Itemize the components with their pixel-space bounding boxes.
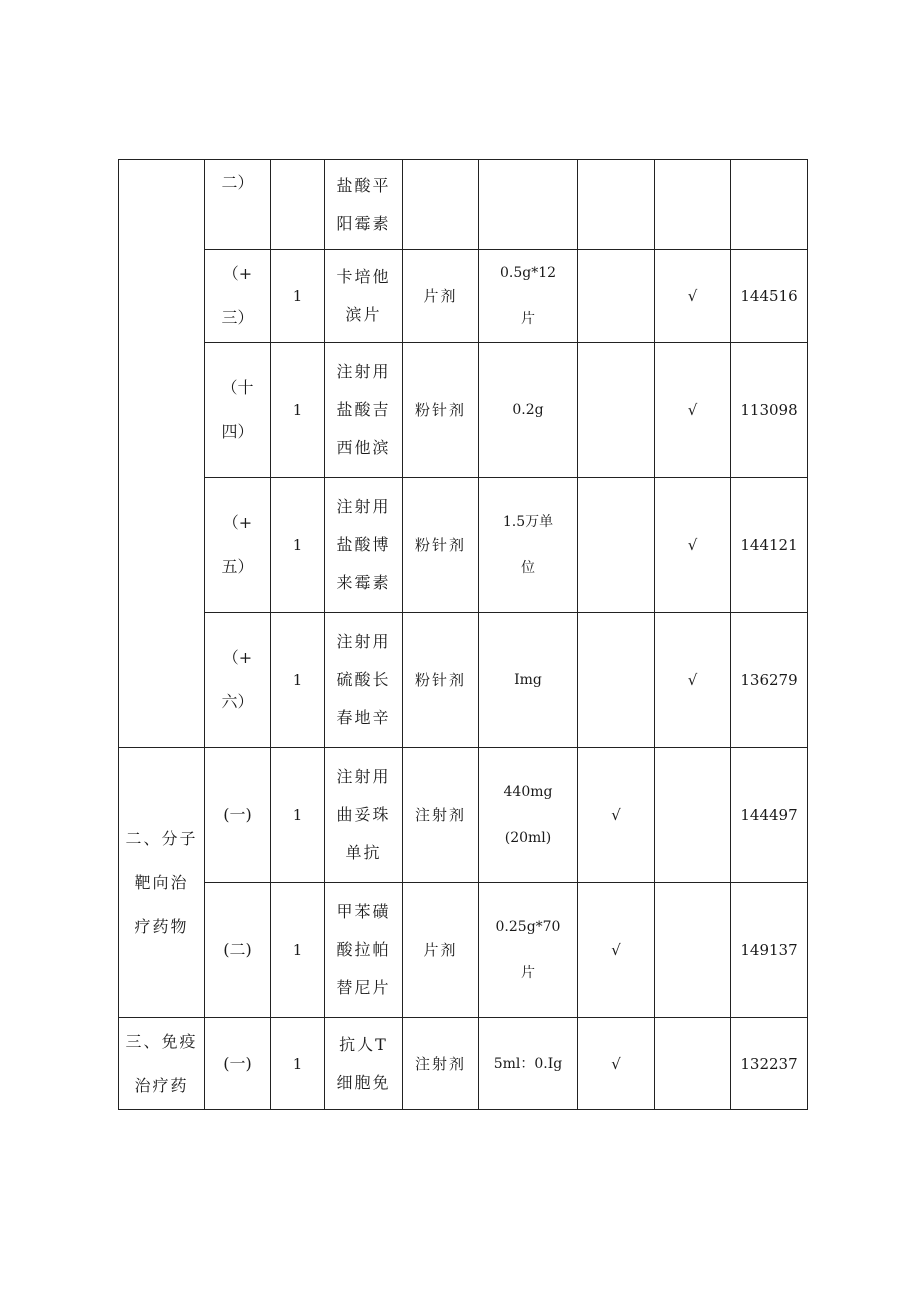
check-a-cell: √ (578, 883, 655, 1018)
name-cell: 注射用 盐酸吉 西他滨 (325, 343, 403, 478)
sub-cell: (一) (205, 748, 271, 883)
qty-cell: 1 (271, 883, 325, 1018)
name-cell: 抗人T 细胞免 (325, 1018, 403, 1110)
check-a-cell: √ (578, 748, 655, 883)
code-cell: 136279 (731, 613, 808, 748)
check-b-cell: √ (655, 613, 731, 748)
check-a-cell: √ (578, 1018, 655, 1110)
check-a-cell (578, 250, 655, 343)
form-cell: 片剂 (403, 883, 479, 1018)
spec-cell: 0.5g*12 片 (479, 250, 578, 343)
sub-cell: （十 四） (205, 343, 271, 478)
table-row (119, 160, 808, 250)
code-cell: 113098 (731, 343, 808, 478)
spec-cell: 5ml：0.Ig (479, 1018, 578, 1110)
check-a-cell (578, 160, 655, 250)
sub-cell: 二） (205, 160, 271, 250)
name-cell: 注射用 曲妥珠 单抗 (325, 748, 403, 883)
check-b-cell: √ (655, 478, 731, 613)
qty-cell: 1 (271, 478, 325, 613)
qty-cell: 1 (271, 748, 325, 883)
code-cell (731, 160, 808, 250)
table-row (119, 250, 808, 343)
sub-cell: (二) (205, 883, 271, 1018)
check-a-cell (578, 613, 655, 748)
category-cell: 二、分子 靶向治 疗药物 (119, 748, 205, 1018)
check-b-cell: √ (655, 343, 731, 478)
check-b-cell (655, 160, 731, 250)
name-cell: 盐酸平 阳霉素 (325, 160, 403, 250)
code-cell: 132237 (731, 1018, 808, 1110)
qty-cell: 1 (271, 250, 325, 343)
table-row (119, 343, 808, 478)
check-a-cell (578, 478, 655, 613)
spec-cell: 0.2g (479, 343, 578, 478)
qty-cell: 1 (271, 613, 325, 748)
qty-cell: 1 (271, 343, 325, 478)
check-b-cell: √ (655, 250, 731, 343)
name-cell: 注射用 硫酸长 春地辛 (325, 613, 403, 748)
code-cell: 144516 (731, 250, 808, 343)
name-cell: 卡培他 滨片 (325, 250, 403, 343)
form-cell: 粉针剂 (403, 613, 479, 748)
sub-cell: （+ 三） (205, 250, 271, 343)
sub-cell: （+ 五） (205, 478, 271, 613)
code-cell: 144497 (731, 748, 808, 883)
form-cell (403, 160, 479, 250)
form-cell: 注射剂 (403, 1018, 479, 1110)
table-row (119, 613, 808, 748)
spec-cell (479, 160, 578, 250)
check-b-cell (655, 883, 731, 1018)
qty-cell (271, 160, 325, 250)
spec-cell: 1.5万单 位 (479, 478, 578, 613)
sub-cell: （+ 六） (205, 613, 271, 748)
qty-cell: 1 (271, 1018, 325, 1110)
table-row (119, 478, 808, 613)
code-cell: 149137 (731, 883, 808, 1018)
form-cell: 粉针剂 (403, 478, 479, 613)
spec-cell: 440mg (20ml) (479, 748, 578, 883)
category-cell: 三、免疫 治疗药 (119, 1018, 205, 1110)
drug-table (118, 159, 808, 1110)
table-row (119, 1018, 808, 1110)
check-b-cell (655, 748, 731, 883)
form-cell: 粉针剂 (403, 343, 479, 478)
table-row (119, 883, 808, 1018)
sub-cell: (一) (205, 1018, 271, 1110)
name-cell: 甲苯磺 酸拉帕 替尼片 (325, 883, 403, 1018)
spec-cell: Img (479, 613, 578, 748)
category-cell (119, 160, 205, 748)
check-a-cell (578, 343, 655, 478)
table-row (119, 748, 808, 883)
form-cell: 片剂 (403, 250, 479, 343)
spec-cell: 0.25g*70 片 (479, 883, 578, 1018)
name-cell: 注射用 盐酸博 来霉素 (325, 478, 403, 613)
check-b-cell (655, 1018, 731, 1110)
form-cell: 注射剂 (403, 748, 479, 883)
code-cell: 144121 (731, 478, 808, 613)
